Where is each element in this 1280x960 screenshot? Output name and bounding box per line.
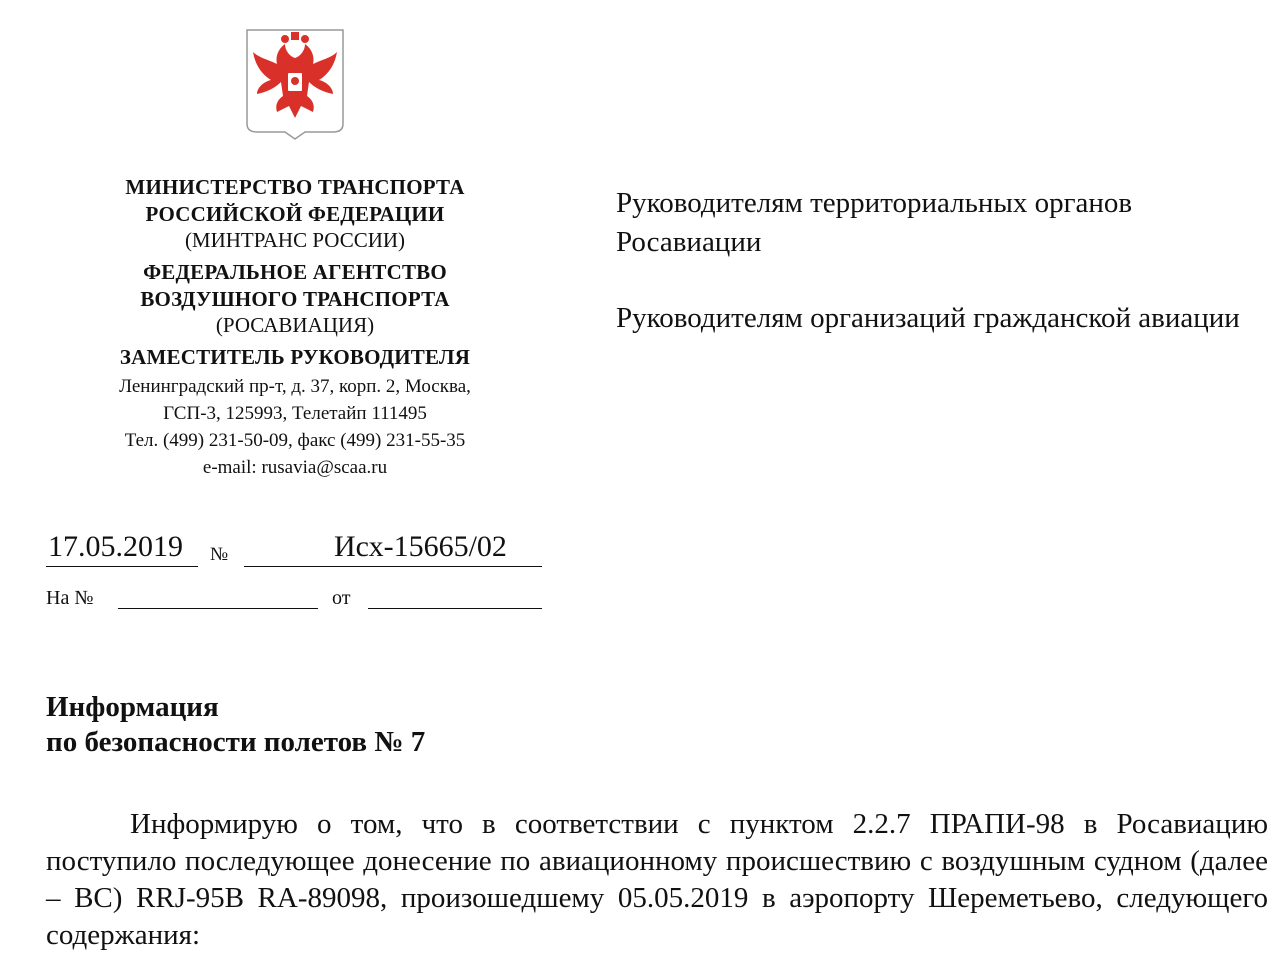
email-line: e-mail: rusavia@scaa.ru	[202, 457, 388, 478]
title-line2: по безопасности полетов № 7	[46, 726, 426, 758]
document-number: Исх-15665/02	[334, 530, 507, 563]
document-title	[46, 690, 425, 760]
reference-number-blank	[118, 608, 318, 609]
recipient-civil-aviation-orgs: Руководителям организаций гражданской авиации	[616, 302, 1240, 334]
ministry-name-line1: МИНИСТЕРСТВО ТРАНСПОРТА	[125, 175, 465, 199]
agency-name-line1: ФЕДЕРАЛЬНОЕ АГЕНТСТВО	[143, 260, 447, 284]
date-underline	[46, 566, 198, 567]
sender-block	[30, 174, 560, 481]
phone-fax-line: Тел. (499) 231-50-09, факс (499) 231-55-35	[124, 430, 466, 451]
coat-of-arms-emblem-icon	[245, 28, 345, 140]
position-title: ЗАМЕСТИТЕЛЬ РУКОВОДИТЕЛЯ	[119, 345, 471, 369]
body-paragraph: Информирую о том, что в соответствии с пунктом 2.2.7 ПРАПИ-98 в Росавиацию поступило последующее донесение по авиационному происшествию с воздушным судном (далее – ВС) RRJ-95B RA-89098, произошедшему 05.05.2019 в аэропорту Шереметьево, следующего содержания:	[46, 808, 1268, 951]
reference-number-label: На №	[46, 587, 94, 609]
registration-line	[46, 522, 546, 572]
document-date: 17.05.2019	[48, 530, 183, 563]
address-line1: Ленинградский пр-т, д. 37, корп. 2, Москва,	[119, 376, 471, 397]
recipients-block	[616, 184, 1256, 375]
title-line1: Информация	[46, 691, 219, 723]
ministry-name-line2: РОССИЙСКОЙ ФЕДЕРАЦИИ	[145, 202, 445, 226]
reference-line	[46, 582, 546, 614]
reference-date-label: от	[332, 587, 351, 609]
agency-name-line2: ВОЗДУШНОГО ТРАНСПОРТА	[140, 287, 450, 311]
number-sign: №	[210, 544, 229, 565]
number-underline	[244, 566, 542, 567]
agency-short-name: (РОСАВИАЦИЯ)	[215, 313, 375, 337]
reference-date-blank	[368, 608, 542, 609]
ministry-short-name: (МИНТРАНС РОССИИ)	[184, 228, 406, 252]
recipient-territorial-bodies: Руководителям территориальных органов Росавиации	[616, 187, 1133, 258]
address-line2: ГСП-3, 125993, Телетайп 111495	[163, 403, 427, 424]
